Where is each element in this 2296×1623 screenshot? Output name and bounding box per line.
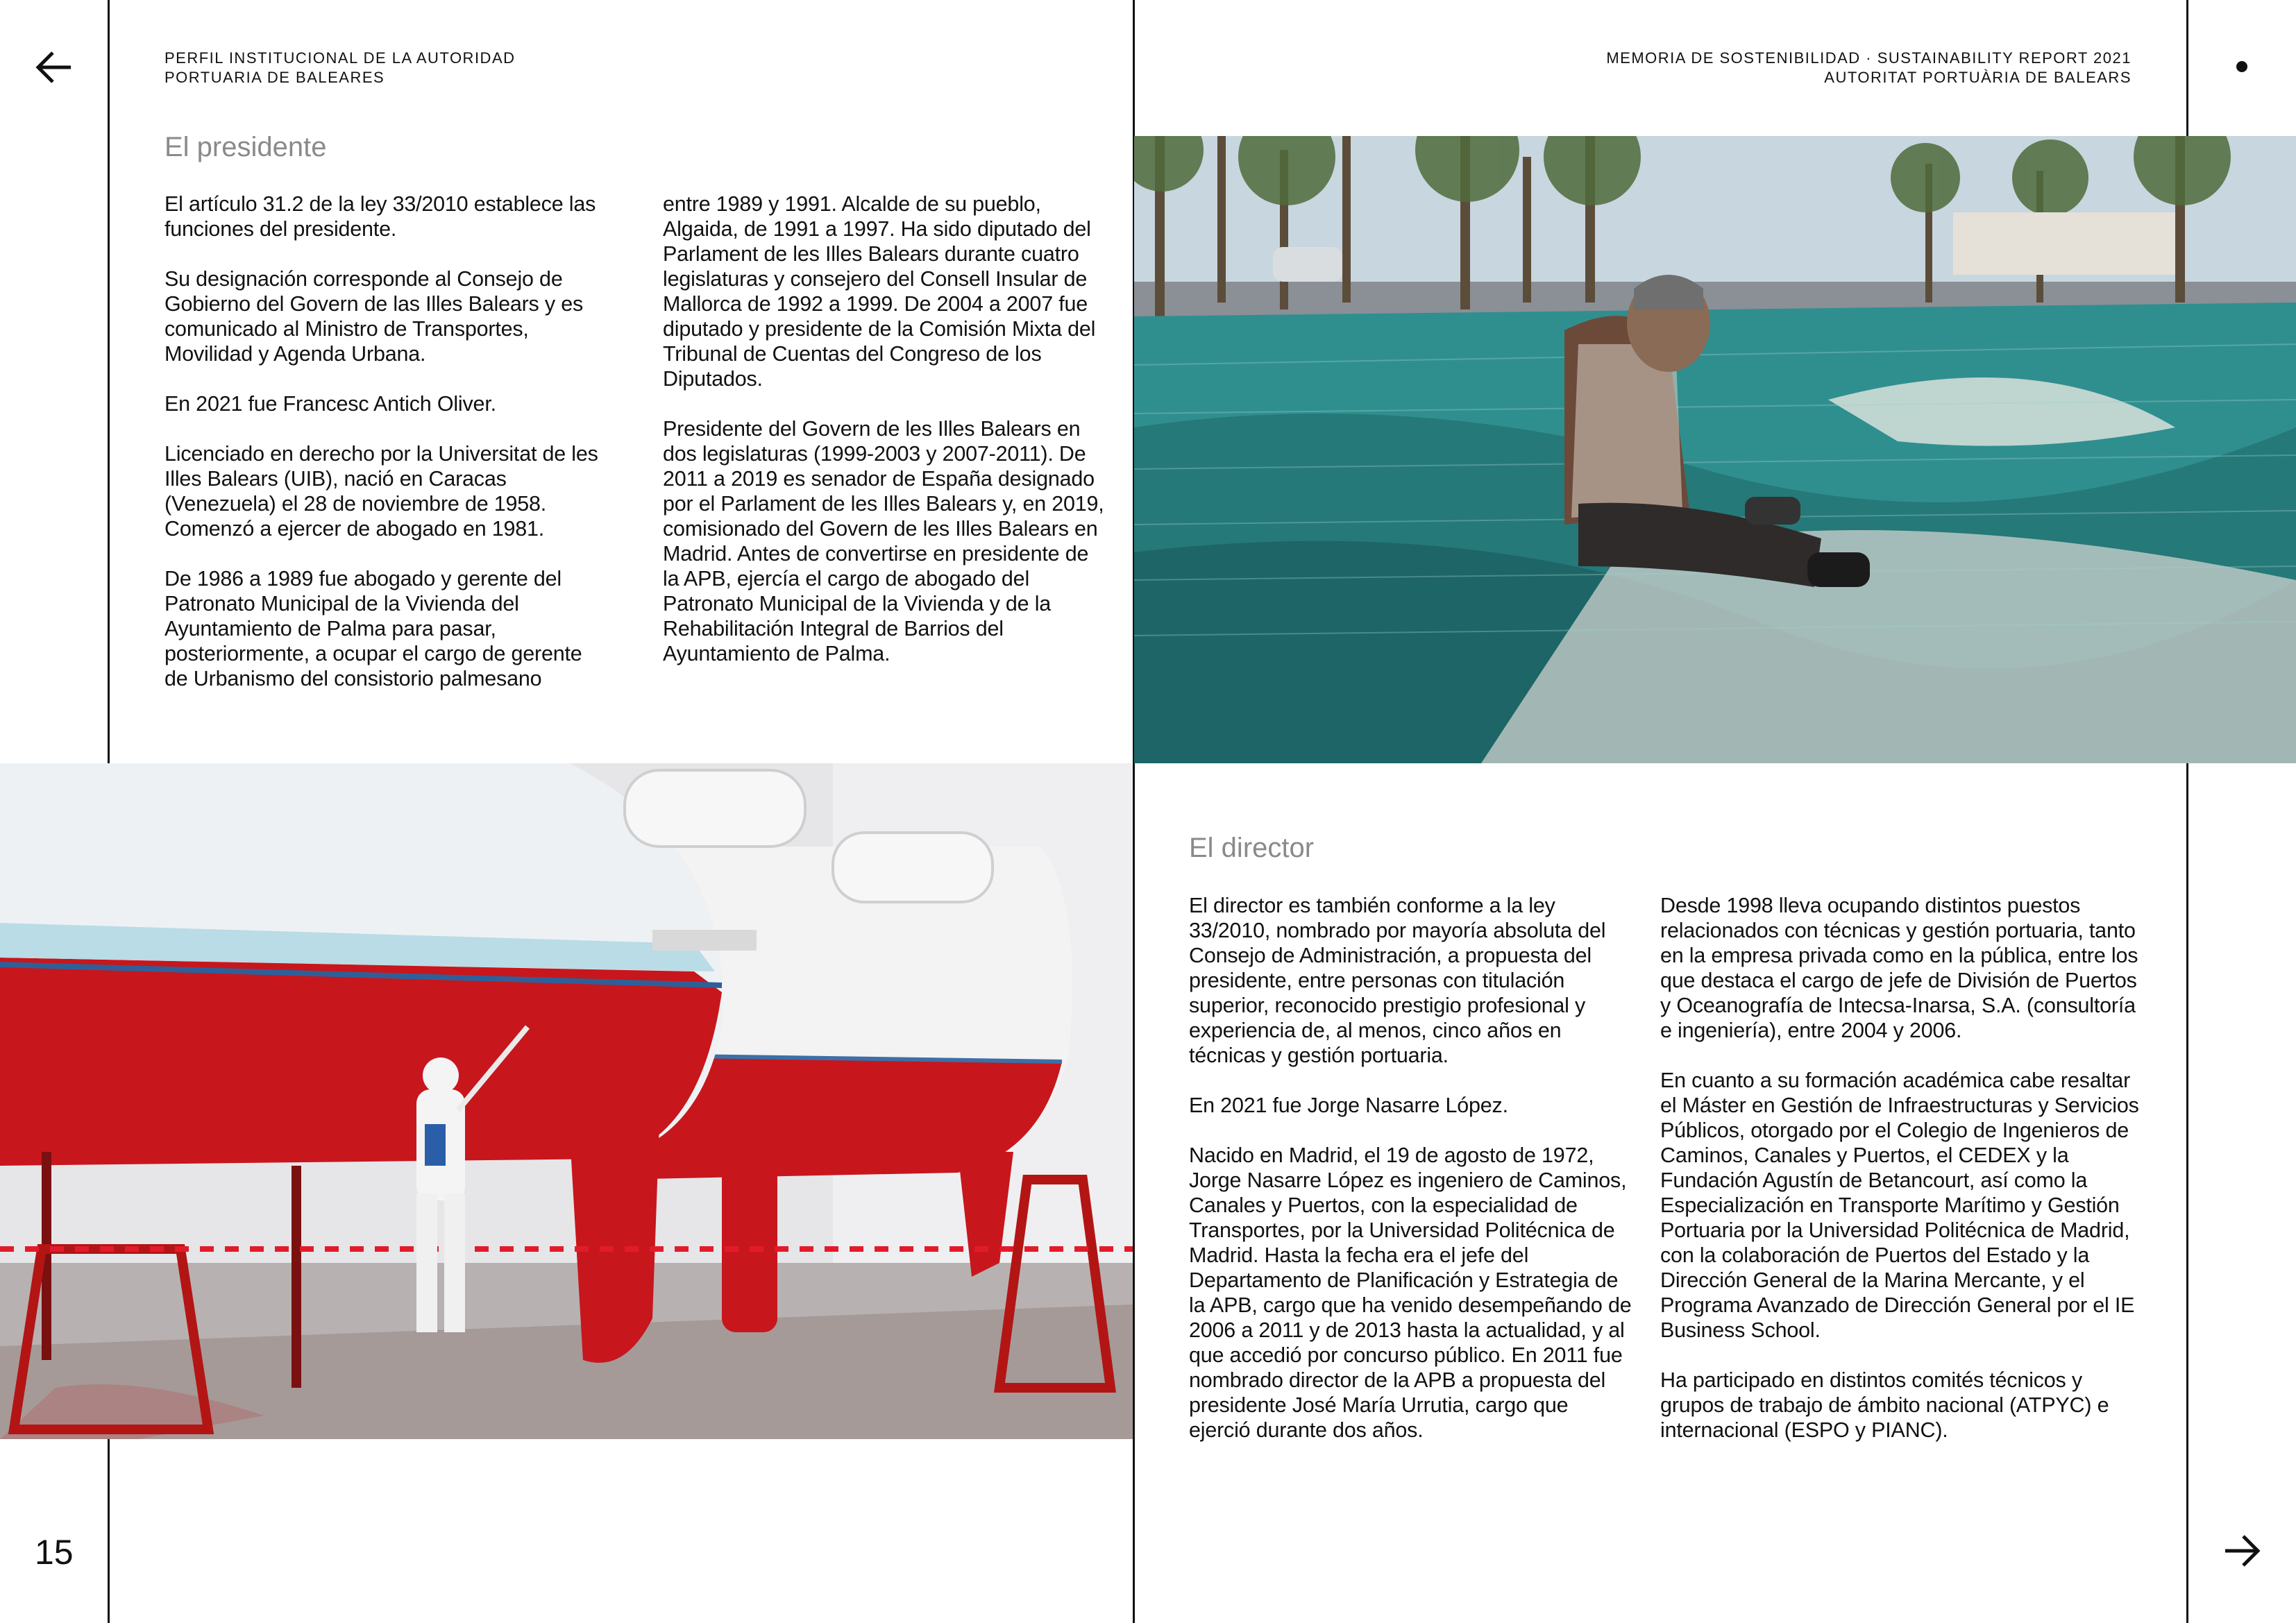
page-number: 15 — [35, 1533, 74, 1572]
director-column-1 — [1189, 893, 1633, 1443]
presidente-column-1 — [164, 192, 609, 691]
paragraph: Su designación corresponde al Consejo de Gobierno del Govern de las Illes Balears y es comunicado al Ministro de Transportes, Movilidad y Agenda Urbana. — [164, 267, 584, 366]
director-column-2 — [1660, 893, 2139, 1443]
paragraph: Ha participado en distintos comités técnicos y grupos de trabajo de ámbito nacional (ATPYC) e internacional (ESPO y PIANC). — [1660, 1368, 2109, 1442]
paragraph: Presidente del Govern de les Illes Balears en dos legislaturas (1999-2003 y 2007-2011). De 2011 a 2019 es senador de España designado por el Parlament de les Illes Balears y, en 2019, comisionado del Govern de les Illes Balears en Madrid. Antes de convertirse en presidente de la APB, ejercía el cargo de abogado del Patronato Municipal de la Vivienda y de la Rehabilitación Integral de Barrios del Ayuntamiento de Palma. — [663, 417, 1104, 665]
arrow-right-icon[interactable] — [2222, 1533, 2261, 1568]
arrow-left-icon[interactable] — [35, 50, 74, 85]
right-running-header — [1606, 49, 2132, 87]
section-title-director: El director — [1189, 833, 1315, 863]
paragraph: En 2021 fue Francesc Antich Oliver. — [164, 392, 496, 416]
paragraph: Desde 1998 lleva ocupando distintos puestos relacionados con técnicas y gestión portuaria, tanto en la empresa privada como en la pública, entre los que destaca el cargo de jefe de División de Puertos y Oceanografía de Intecsa-Inarsa, S.A. (consultoría e ingeniería), entre 2004 y 2006. — [1660, 894, 2138, 1042]
paragraph: Licenciado en derecho por la Universitat de les Illes Balears (UIB), nació en Caracas (Venezuela) el 28 de noviembre de 1958. Comenzó a ejercer de abogado en 1981. — [164, 442, 598, 541]
left-running-header — [164, 49, 516, 87]
presidente-column-2 — [663, 192, 1107, 666]
photo-fisherman-nets — [1134, 136, 2296, 763]
paragraph: El director es también conforme a la ley 33/2010, nombrado por mayoría absoluta del Consejo de Administración, a propuesta del presidente, entre personas con titulación superior, reconocido prestigio profesional y experiencia de, al menos, cinco años en técnicas y gestión portuaria. — [1189, 894, 1606, 1067]
paragraph: Nacido en Madrid, el 19 de agosto de 1972, Jorge Nasarre López es ingeniero de Caminos, Canales y Puertos, con la especialidad de Transportes, por la Universidad Politécnica de Madrid. Hasta la fecha era el jefe del Departamento de Planificación y Estrategia de la APB, cargo que ha venido desempeñando de 2006 a 2011 y de 2013 hasta la actualidad, y al que accedió por concurso público. En 2011 fue nombrado director de la APB a propuesta del presidente José María Urrutia, cargo que ejerció durante dos años. — [1189, 1144, 1632, 1442]
section-title-presidente: El presidente — [164, 132, 327, 162]
paragraph: El artículo 31.2 de la ley 33/2010 establece las funciones del presidente. — [164, 192, 596, 241]
photo-boat-hull-painting — [0, 763, 1133, 1439]
paragraph: En cuanto a su formación académica cabe resaltar el Máster en Gestión de Infraestructuras y Servicios Públicos, otorgado por el Colegio de Ingenieros de Caminos, Canales y Puertos, el CEDEX y la Fundación Agustín de Betancourt, así como la Especialización en Transporte Marítimo y Gestión Portuaria por la Universidad Politécnica de Madrid, con la colaboración de Puertos del Estado y la Dirección General de la Marina Mercante, y el Programa Avanzado de Dirección General por el IE Business School. — [1660, 1069, 2139, 1342]
paragraph: entre 1989 y 1991. Alcalde de su pueblo, Algaida, de 1991 a 1997. Ha sido diputado del Parlament de les Illes Balears durante cuatro legislaturas y consejero del Consell Insular de Mallorca de 1992 a 1999. De 2004 a 2007 fue diputado y presidente de la Comisión Mixta del Tribunal de Cuentas del Congreso de los Diputados. — [663, 192, 1096, 391]
paragraph: En 2021 fue Jorge Nasarre López. — [1189, 1094, 1508, 1117]
left-header-line2: PORTUARIA DE BALEARES — [164, 69, 385, 86]
right-header-line1: MEMORIA DE SOSTENIBILIDAD · SUSTAINABILITY REPORT 2021 — [1606, 49, 2132, 67]
paragraph: De 1986 a 1989 fue abogado y gerente del Patronato Municipal de la Vivienda del Ayuntamiento de Palma para pasar, posteriormente, a ocupar el cargo de gerente de Urbanismo del consistorio palmesano — [164, 567, 582, 690]
right-header-line2: AUTORITAT PORTUÀRIA DE BALEARS — [1824, 69, 2132, 86]
left-header-line1: PERFIL INSTITUCIONAL DE LA AUTORIDAD — [164, 49, 516, 67]
bullet-dot-icon — [2236, 61, 2247, 72]
